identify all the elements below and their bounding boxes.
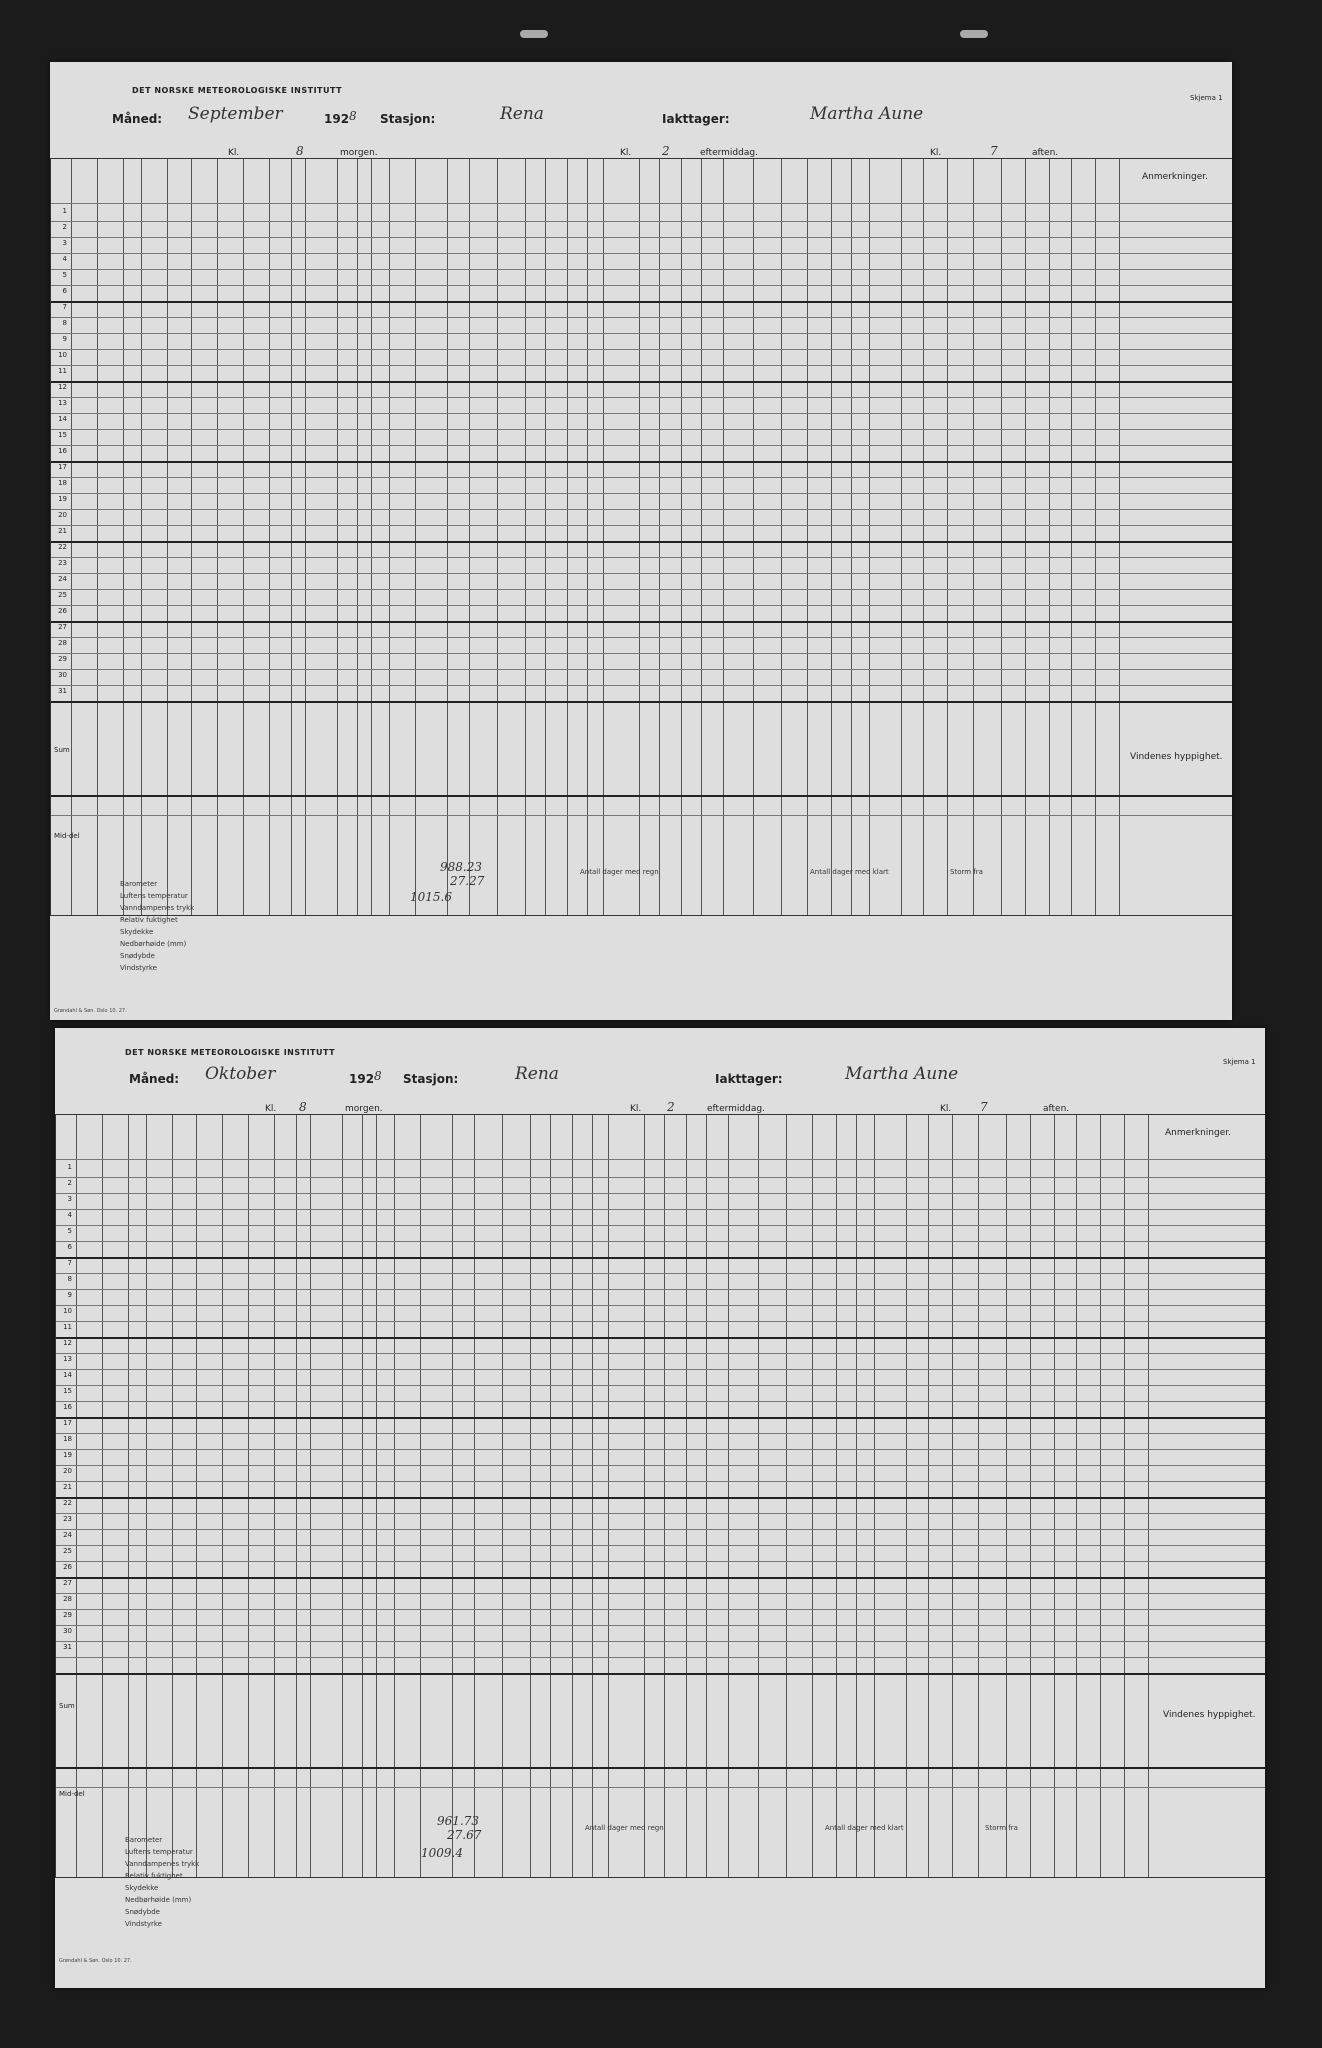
stat-value-1: 988.23: [440, 860, 482, 874]
summary-label-snow: Snødybde: [125, 1908, 160, 1916]
count-label-clear: Antall dager med klart: [825, 1824, 904, 1832]
day-number: 1: [67, 1163, 72, 1171]
wind-frequency-header: Vindenes hyppighet.: [1163, 1710, 1256, 1720]
station-label: Stasjon:: [403, 1072, 459, 1086]
day-number: 24: [63, 1531, 72, 1539]
day-number: 29: [58, 655, 67, 663]
summary-label-precip: Nedbørhøide (mm): [125, 1896, 192, 1904]
year-label: 192: [349, 1072, 375, 1086]
remarks-header: Anmerkninger.: [1142, 172, 1208, 182]
day-number: 9: [62, 335, 67, 343]
day-number: 21: [63, 1483, 72, 1491]
summary-label-snow: Snødybde: [120, 952, 155, 960]
day-number: 11: [58, 367, 67, 375]
day-number: 8: [62, 319, 67, 327]
hour-afternoon: 2: [667, 1100, 675, 1114]
day-number: 15: [63, 1387, 72, 1395]
year-handwritten: 8: [349, 109, 357, 123]
remarks-header: Anmerkninger.: [1165, 1128, 1231, 1138]
day-number: 15: [58, 431, 67, 439]
hour-morning: 8: [299, 1100, 307, 1114]
section-afternoon: eftermiddag.: [707, 1104, 765, 1114]
observation-grid: [50, 158, 1232, 916]
day-number: 9: [67, 1291, 72, 1299]
day-number: 3: [67, 1195, 72, 1203]
summary-label-barometer: Barometer: [120, 880, 158, 888]
day-number: 1: [62, 207, 67, 215]
month-label: Måned:: [129, 1072, 180, 1086]
day-number: 16: [63, 1403, 72, 1411]
day-number: 4: [62, 255, 67, 263]
day-number: 23: [63, 1515, 72, 1523]
observer-value: Martha Aune: [845, 1064, 959, 1084]
day-number: 20: [63, 1467, 72, 1475]
summary-label-barometer: Barometer: [125, 1836, 163, 1844]
day-number: 19: [63, 1451, 72, 1459]
day-number: 22: [63, 1499, 72, 1507]
day-number: 4: [67, 1211, 72, 1219]
form-sheet-oktober: [55, 1028, 1265, 1988]
kl-label-afternoon: Kl.: [620, 148, 632, 158]
day-number: 16: [58, 447, 67, 455]
day-number: 17: [58, 463, 67, 471]
wind-frequency-header: Vindenes hyppighet.: [1130, 752, 1223, 762]
summary-label-cloud: Skydekke: [120, 928, 154, 936]
day-number: 20: [58, 511, 67, 519]
day-number: 8: [67, 1275, 72, 1283]
institute-name: DET NORSKE METEOROLOGISKE INSTITUTT: [132, 86, 343, 95]
day-number: 30: [63, 1627, 72, 1635]
hour-evening: 7: [990, 144, 998, 158]
stat-value-1: 961.73: [437, 1814, 479, 1828]
section-morning: morgen.: [345, 1104, 383, 1114]
count-label-rain: Antall dager med regn: [580, 868, 659, 876]
day-number: 18: [58, 479, 67, 487]
count-label-rain: Antall dager med regn: [585, 1824, 664, 1832]
day-number: 26: [58, 607, 67, 615]
summary-label-humidity: Relativ fuktighet: [120, 916, 178, 924]
day-number: 14: [63, 1371, 72, 1379]
kl-label-evening: Kl.: [930, 148, 942, 158]
kl-label-evening: Kl.: [940, 1104, 952, 1114]
schema-label: Skjema 1: [1223, 1058, 1256, 1066]
printer-stamp: Grøndahl & Søn. Oslo 10. 27.: [54, 1008, 127, 1014]
summary-label-cloud: Skydekke: [125, 1884, 159, 1892]
section-evening: aften.: [1043, 1104, 1070, 1114]
day-number: 31: [63, 1643, 72, 1651]
summary-label-precip: Nedbørhøide (mm): [120, 940, 187, 948]
kl-label-morning: Kl.: [228, 148, 240, 158]
hour-morning: 8: [296, 144, 304, 158]
section-afternoon: eftermiddag.: [700, 148, 758, 158]
day-number: 28: [58, 639, 67, 647]
section-evening: aften.: [1032, 148, 1059, 158]
day-number: 6: [62, 287, 67, 295]
day-number: 10: [63, 1307, 72, 1315]
printer-stamp: Grøndahl & Søn. Oslo 10. 27.: [59, 1958, 132, 1964]
day-number: 11: [63, 1323, 72, 1331]
stat-value-3: 1015.6: [410, 890, 452, 904]
day-number: 24: [58, 575, 67, 583]
day-number: 2: [67, 1179, 72, 1187]
section-morning: morgen.: [340, 148, 378, 158]
year-handwritten: 8: [374, 1069, 382, 1083]
kl-label-morning: Kl.: [265, 1104, 277, 1114]
day-number: 27: [58, 623, 67, 631]
institute-name: DET NORSKE METEOROLOGISKE INSTITUTT: [125, 1048, 336, 1057]
pin-mark: [520, 30, 548, 38]
summary-label-humidity: Relativ fuktighet: [125, 1872, 183, 1880]
day-number: 13: [58, 399, 67, 407]
station-value: Rena: [500, 104, 544, 124]
count-label-storm: Storm fra: [985, 1824, 1018, 1832]
summary-label-wind: Vindstyrke: [120, 964, 157, 972]
month-value: Oktober: [205, 1064, 276, 1084]
count-label-clear: Antall dager med klart: [810, 868, 889, 876]
stat-value-3: 1009.4: [421, 1846, 463, 1860]
hour-afternoon: 2: [662, 144, 670, 158]
day-number: 6: [67, 1243, 72, 1251]
station-value: Rena: [515, 1064, 559, 1084]
kl-label-afternoon: Kl.: [630, 1104, 642, 1114]
form-sheet-september: [50, 62, 1232, 1020]
day-number: 19: [58, 495, 67, 503]
day-number: 7: [67, 1259, 72, 1267]
day-number: 22: [58, 543, 67, 551]
year-label: 192: [324, 112, 350, 126]
sum-row-label: Sum: [54, 746, 70, 754]
day-number: 29: [63, 1611, 72, 1619]
day-number: 31: [58, 687, 67, 695]
day-number: 26: [63, 1563, 72, 1571]
mean-row-label: Mid-del: [59, 1790, 85, 1798]
summary-label-vapour: Vanndampenes trykk: [120, 904, 195, 912]
day-number: 3: [62, 239, 67, 247]
observation-grid: [55, 1114, 1265, 1878]
day-number: 12: [63, 1339, 72, 1347]
stat-value-2: 27.67: [447, 1828, 482, 1842]
hour-evening: 7: [980, 1100, 988, 1114]
day-number: 14: [58, 415, 67, 423]
summary-label-temperature: Luftens temperatur: [120, 892, 188, 900]
summary-label-temperature: Luftens temperatur: [125, 1848, 193, 1856]
count-label-storm: Storm fra: [950, 868, 983, 876]
day-number: 23: [58, 559, 67, 567]
pin-mark: [960, 30, 988, 38]
summary-label-wind: Vindstyrke: [125, 1920, 162, 1928]
month-label: Måned:: [112, 112, 163, 126]
day-number: 27: [63, 1579, 72, 1587]
day-number: 17: [63, 1419, 72, 1427]
day-number: 5: [67, 1227, 72, 1235]
day-number: 28: [63, 1595, 72, 1603]
day-number: 2: [62, 223, 67, 231]
day-number: 7: [62, 303, 67, 311]
day-number: 13: [63, 1355, 72, 1363]
day-number: 25: [63, 1547, 72, 1555]
station-label: Stasjon:: [380, 112, 436, 126]
day-number: 25: [58, 591, 67, 599]
stat-value-2: 27.27: [450, 874, 485, 888]
month-value: September: [188, 104, 283, 124]
observer-label: Iakttager:: [715, 1072, 783, 1086]
day-number: 10: [58, 351, 67, 359]
day-number: 5: [62, 271, 67, 279]
observer-label: Iakttager:: [662, 112, 730, 126]
mean-row-label: Mid-del: [54, 832, 80, 840]
day-number: 21: [58, 527, 67, 535]
observer-value: Martha Aune: [810, 104, 924, 124]
day-number: 18: [63, 1435, 72, 1443]
sum-row-label: Sum: [59, 1702, 75, 1710]
day-number: 12: [58, 383, 67, 391]
day-number: 30: [58, 671, 67, 679]
schema-label: Skjema 1: [1190, 94, 1223, 102]
summary-label-vapour: Vanndampenes trykk: [125, 1860, 200, 1868]
